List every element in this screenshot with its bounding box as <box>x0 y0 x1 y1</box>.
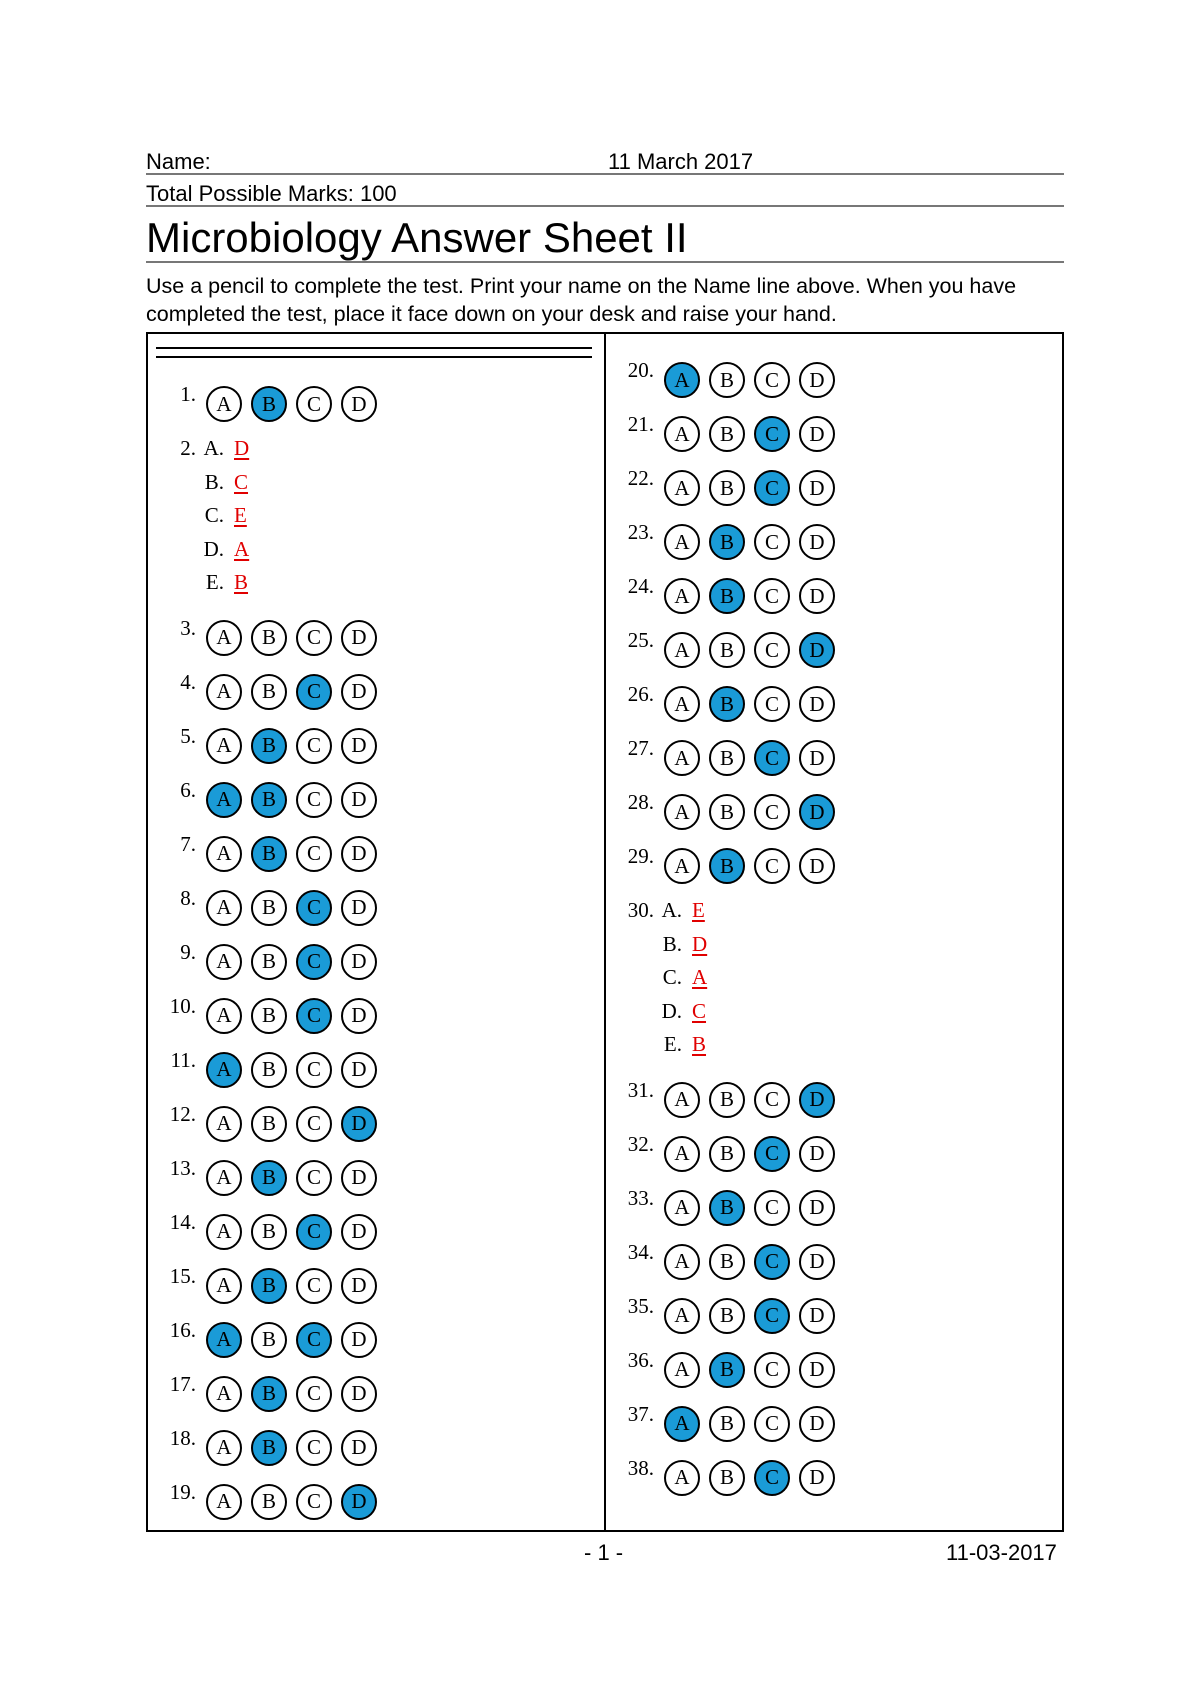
bubble-c[interactable]: C <box>754 794 790 830</box>
bubble-d[interactable]: D <box>799 1352 835 1388</box>
bubble-c[interactable]: C <box>754 740 790 776</box>
page-title: Microbiology Answer Sheet II <box>146 214 688 261</box>
question-number: 19. <box>169 1479 196 1504</box>
question-number: 23. <box>627 520 654 544</box>
question-number: 30. <box>627 898 654 922</box>
match-label: C. <box>204 503 224 527</box>
bubble-d[interactable]: D <box>341 1430 377 1466</box>
bubble-a[interactable]: A <box>206 386 242 422</box>
bubble-a[interactable]: A <box>206 1484 242 1520</box>
bubble-a[interactable]: A <box>664 1244 700 1280</box>
bubble-row <box>664 1406 844 1442</box>
bubble-b[interactable]: B <box>709 632 745 668</box>
question-number: 4. <box>180 669 196 694</box>
match-answer[interactable]: A <box>234 536 250 561</box>
question-number: 2. <box>180 436 196 460</box>
bubble-row <box>664 1352 844 1388</box>
question-27 <box>0 736 1200 776</box>
question-number: 10. <box>169 993 196 1018</box>
bubble-c[interactable]: C <box>754 524 790 560</box>
bubble-c[interactable]: C <box>754 1244 790 1280</box>
bubble-a[interactable]: A <box>664 740 700 776</box>
bubble-d[interactable]: D <box>799 1406 835 1442</box>
bubble-b[interactable]: B <box>709 524 745 560</box>
question-number: 20. <box>627 358 654 382</box>
question-number: 9. <box>180 939 196 964</box>
match-label: E. <box>663 1032 682 1056</box>
match-answer[interactable]: E <box>692 898 705 922</box>
match-answer[interactable]: C <box>692 998 707 1023</box>
bubble-a[interactable]: A <box>664 848 700 884</box>
question-number: 34. <box>627 1239 654 1264</box>
question-29 <box>0 844 1200 884</box>
question-number: 18. <box>169 1425 196 1450</box>
bubble-a[interactable]: A <box>664 470 700 506</box>
bubble-c[interactable]: C <box>296 944 332 980</box>
bubble-b[interactable]: B <box>709 686 745 722</box>
question-number: 26. <box>627 682 654 706</box>
question-number: 15. <box>169 1263 196 1288</box>
bubble-a[interactable]: A <box>206 1052 242 1088</box>
question-number: 33. <box>627 1185 654 1210</box>
bubble-a[interactable]: A <box>664 1298 700 1334</box>
match-answer[interactable]: E <box>234 503 247 527</box>
bubble-b[interactable]: B <box>251 1430 287 1466</box>
bubble-b[interactable]: B <box>251 1322 287 1358</box>
bubble-d[interactable]: D <box>799 1136 835 1172</box>
bubble-b[interactable]: B <box>251 944 287 980</box>
question-number: 8. <box>180 885 196 910</box>
match-item <box>648 999 716 1025</box>
bubble-d[interactable]: D <box>799 632 835 668</box>
bubble-a[interactable]: A <box>206 1322 242 1358</box>
question-number: 25. <box>627 628 654 652</box>
question-number: 29. <box>627 844 654 868</box>
name-label: Name: <box>146 149 211 174</box>
bubble-d[interactable]: D <box>799 362 835 398</box>
bubble-a[interactable]: A <box>664 1082 700 1118</box>
bubble-d[interactable]: D <box>799 1298 835 1334</box>
match-item <box>648 965 716 991</box>
question-34 <box>0 1240 1200 1280</box>
bubble-a[interactable]: A <box>206 1106 242 1142</box>
bubble-row <box>206 944 386 980</box>
bubble-b[interactable]: B <box>251 620 287 656</box>
bubble-c[interactable]: C <box>754 362 790 398</box>
bubble-row <box>664 686 844 722</box>
bubble-row <box>664 1082 844 1118</box>
bubble-d[interactable]: D <box>341 1106 377 1142</box>
bubble-a[interactable]: A <box>664 578 700 614</box>
bubble-c[interactable]: C <box>296 1484 332 1520</box>
bubble-d[interactable]: D <box>341 944 377 980</box>
question-number: 3. <box>180 615 196 640</box>
bubble-row <box>206 890 386 926</box>
match-label: C. <box>662 965 682 989</box>
bubble-b[interactable]: B <box>709 740 745 776</box>
bubble-c[interactable]: C <box>754 686 790 722</box>
question-number: 36. <box>627 1347 654 1372</box>
page-number: - 1 - <box>584 1540 624 1565</box>
double-rule-top <box>156 347 592 349</box>
question-31 <box>0 1078 1200 1118</box>
question-number: 17. <box>169 1371 196 1396</box>
bubble-b[interactable]: B <box>251 386 287 422</box>
question-number: 21. <box>627 412 654 436</box>
bubble-a[interactable]: A <box>206 1160 242 1196</box>
bubble-c[interactable]: C <box>296 836 332 872</box>
bubble-c[interactable]: C <box>754 1082 790 1118</box>
match-label: D. <box>661 998 682 1023</box>
bubble-c[interactable]: C <box>754 1460 790 1496</box>
bubble-row <box>664 1190 844 1226</box>
bubble-d[interactable]: D <box>341 1322 377 1358</box>
bubble-c[interactable]: C <box>754 1190 790 1226</box>
bubble-d[interactable]: D <box>799 578 835 614</box>
question-number: 11. <box>170 1047 196 1072</box>
bubble-b[interactable]: B <box>251 890 287 926</box>
bubble-a[interactable]: A <box>206 1376 242 1412</box>
bubble-b[interactable]: B <box>709 794 745 830</box>
bubble-d[interactable]: D <box>799 740 835 776</box>
match-answer[interactable]: D <box>692 931 708 956</box>
header-date: 11 March 2017 <box>608 149 754 174</box>
name-line <box>146 173 1064 175</box>
bubble-c[interactable]: C <box>296 674 332 710</box>
bubble-row <box>664 578 844 614</box>
question-number: 27. <box>627 736 654 760</box>
question-25 <box>0 628 1200 668</box>
bubble-c[interactable]: C <box>754 578 790 614</box>
bubble-a[interactable]: A <box>206 944 242 980</box>
bubble-d[interactable]: D <box>341 998 377 1034</box>
bubble-b[interactable]: B <box>709 1136 745 1172</box>
bubble-d[interactable]: D <box>799 1460 835 1496</box>
bubble-a[interactable]: A <box>664 1190 700 1226</box>
match-label: B. <box>662 931 682 956</box>
bubble-a[interactable]: A <box>206 1430 242 1466</box>
bubble-row <box>664 1244 844 1280</box>
bubble-b[interactable]: B <box>709 416 745 452</box>
bubble-row <box>664 470 844 506</box>
bubble-b[interactable]: B <box>251 836 287 872</box>
bubble-b[interactable]: B <box>251 782 287 818</box>
bubble-d[interactable]: D <box>341 782 377 818</box>
question-9 <box>0 940 1200 980</box>
match-answer[interactable]: A <box>692 965 708 989</box>
question-20 <box>0 358 1200 398</box>
bubble-c[interactable]: C <box>754 1406 790 1442</box>
match-item <box>648 932 716 958</box>
bubble-d[interactable]: D <box>799 1244 835 1280</box>
bubble-c[interactable]: C <box>296 998 332 1034</box>
bubble-a[interactable]: A <box>664 362 700 398</box>
question-21 <box>0 412 1200 452</box>
bubble-row <box>664 1136 844 1172</box>
bubble-d[interactable]: D <box>341 1268 377 1304</box>
bubble-c[interactable]: C <box>296 1214 332 1250</box>
question-number: 1. <box>180 382 196 406</box>
bubble-b[interactable]: B <box>251 1052 287 1088</box>
bubble-d[interactable]: D <box>341 890 377 926</box>
bubble-a[interactable]: A <box>206 1214 242 1250</box>
bubble-d[interactable]: D <box>341 1160 377 1196</box>
footer-date: 11-03-2017 <box>946 1540 1057 1565</box>
question-28 <box>0 790 1200 830</box>
bubble-d[interactable]: D <box>799 1082 835 1118</box>
bubble-a[interactable]: A <box>664 416 700 452</box>
bubble-a[interactable]: A <box>206 728 242 764</box>
bubble-b[interactable]: B <box>251 998 287 1034</box>
bubble-c[interactable]: C <box>754 632 790 668</box>
bubble-d[interactable]: D <box>341 620 377 656</box>
question-35 <box>0 1294 1200 1334</box>
bubble-c[interactable]: C <box>296 1160 332 1196</box>
match-label: E. <box>205 570 224 594</box>
question-number: 37. <box>627 1401 654 1426</box>
bubble-a[interactable]: A <box>206 674 242 710</box>
bubble-b[interactable]: B <box>709 1190 745 1226</box>
bubble-a[interactable]: A <box>664 1352 700 1388</box>
bubble-c[interactable]: C <box>296 1106 332 1142</box>
bubble-d[interactable]: D <box>341 1376 377 1412</box>
bubble-row <box>664 740 844 776</box>
bubble-c[interactable]: C <box>296 728 332 764</box>
bubble-b[interactable]: B <box>251 1484 287 1520</box>
bubble-c[interactable]: C <box>754 416 790 452</box>
bubble-a[interactable]: A <box>664 794 700 830</box>
bubble-b[interactable]: B <box>251 1268 287 1304</box>
bubble-b[interactable]: B <box>709 1460 745 1496</box>
bubble-c[interactable]: C <box>296 782 332 818</box>
bubble-c[interactable]: C <box>754 1136 790 1172</box>
match-answer[interactable]: D <box>234 436 250 460</box>
bubble-b[interactable]: B <box>251 1160 287 1196</box>
bubble-b[interactable]: B <box>251 1106 287 1142</box>
bubble-c[interactable]: C <box>296 386 332 422</box>
bubble-b[interactable]: B <box>709 1406 745 1442</box>
bubble-a[interactable]: A <box>206 620 242 656</box>
bubble-d[interactable]: D <box>341 836 377 872</box>
bubble-c[interactable]: C <box>754 1298 790 1334</box>
bubble-a[interactable]: A <box>206 998 242 1034</box>
bubble-d[interactable]: D <box>799 470 835 506</box>
bubble-c[interactable]: C <box>296 620 332 656</box>
bubble-c[interactable]: C <box>296 890 332 926</box>
bubble-c[interactable]: C <box>296 1376 332 1412</box>
bubble-row <box>664 524 844 560</box>
question-number: 5. <box>180 723 196 748</box>
bubble-d[interactable]: D <box>799 794 835 830</box>
bubble-a[interactable]: A <box>664 524 700 560</box>
bubble-a[interactable]: A <box>664 632 700 668</box>
bubble-c[interactable]: C <box>296 1052 332 1088</box>
bubble-d[interactable]: D <box>341 1052 377 1088</box>
bubble-b[interactable]: B <box>709 578 745 614</box>
match-answer[interactable]: B <box>692 1032 707 1056</box>
bubble-c[interactable]: C <box>754 848 790 884</box>
question-number: 31. <box>627 1077 654 1102</box>
bubble-d[interactable]: D <box>341 386 377 422</box>
match-label: D. <box>203 536 224 561</box>
bubble-b[interactable]: B <box>251 1376 287 1412</box>
question-36 <box>0 1348 1200 1388</box>
bubble-b[interactable]: B <box>251 674 287 710</box>
question-number: 7. <box>180 831 196 856</box>
bubble-a[interactable]: A <box>206 782 242 818</box>
bubble-d[interactable]: D <box>799 416 835 452</box>
question-number: 14. <box>169 1209 196 1234</box>
bubble-row <box>664 362 844 398</box>
question-number: 24. <box>627 574 654 598</box>
bubble-row <box>664 632 844 668</box>
bubble-b[interactable]: B <box>251 728 287 764</box>
bubble-d[interactable]: D <box>341 674 377 710</box>
bubble-a[interactable]: A <box>664 1460 700 1496</box>
question-number: 28. <box>627 790 654 814</box>
bubble-a[interactable]: A <box>664 1406 700 1442</box>
bubble-row <box>664 416 844 452</box>
bubble-d[interactable]: D <box>799 848 835 884</box>
bubble-a[interactable]: A <box>664 686 700 722</box>
question-24 <box>0 574 1200 614</box>
question-number: 35. <box>627 1293 654 1318</box>
question-33 <box>0 1186 1200 1226</box>
match-answer[interactable]: B <box>234 570 249 594</box>
question-32 <box>0 1132 1200 1172</box>
question-number: 38. <box>627 1455 654 1480</box>
question-37 <box>0 1402 1200 1442</box>
match-label: A. <box>661 898 682 922</box>
bubble-d[interactable]: D <box>799 1190 835 1226</box>
bubble-b[interactable]: B <box>709 848 745 884</box>
match-item <box>648 898 716 924</box>
question-23 <box>0 520 1200 560</box>
instructions: Use a pencil to complete the test. Print your name on the Name line above. When you have completed the test, place it face down on your desk and raise your hand. <box>146 274 1017 326</box>
question-number: 16. <box>169 1317 196 1342</box>
question-10 <box>0 994 1200 1034</box>
bubble-a[interactable]: A <box>664 1136 700 1172</box>
question-number: 6. <box>180 777 196 802</box>
bubble-b[interactable]: B <box>251 1214 287 1250</box>
bubble-row <box>664 848 844 884</box>
bubble-c[interactable]: C <box>296 1268 332 1304</box>
question-26 <box>0 682 1200 722</box>
bubble-d[interactable]: D <box>799 524 835 560</box>
bubble-c[interactable]: C <box>754 470 790 506</box>
bubble-c[interactable]: C <box>296 1322 332 1358</box>
question-number: 22. <box>627 466 654 490</box>
bubble-b[interactable]: B <box>709 362 745 398</box>
bubble-a[interactable]: A <box>206 836 242 872</box>
title-line <box>146 261 1064 263</box>
bubble-b[interactable]: B <box>709 1082 745 1118</box>
bubble-a[interactable]: A <box>206 1268 242 1304</box>
match-item <box>648 1032 716 1058</box>
bubble-b[interactable]: B <box>709 1352 745 1388</box>
marks-line <box>146 205 1064 207</box>
question-number: 32. <box>627 1131 654 1156</box>
bubble-b[interactable]: B <box>709 1298 745 1334</box>
match-label: B. <box>204 469 224 494</box>
bubble-d[interactable]: D <box>341 728 377 764</box>
bubble-row <box>206 998 386 1034</box>
question-22 <box>0 466 1200 506</box>
question-number: 13. <box>169 1155 196 1180</box>
bubble-b[interactable]: B <box>709 470 745 506</box>
bubble-row <box>664 794 844 830</box>
bubble-row <box>664 1298 844 1334</box>
bubble-b[interactable]: B <box>709 1244 745 1280</box>
question-number: 12. <box>169 1101 196 1126</box>
bubble-d[interactable]: D <box>341 1214 377 1250</box>
bubble-d[interactable]: D <box>341 1484 377 1520</box>
bubble-c[interactable]: C <box>296 1430 332 1466</box>
total-marks: Total Possible Marks: 100 <box>146 181 397 206</box>
bubble-c[interactable]: C <box>754 1352 790 1388</box>
match-label: A. <box>203 436 224 460</box>
bubble-d[interactable]: D <box>799 686 835 722</box>
match-answer[interactable]: C <box>234 469 249 494</box>
question-38 <box>0 1456 1200 1496</box>
bubble-a[interactable]: A <box>206 890 242 926</box>
bubble-row <box>664 1460 844 1496</box>
